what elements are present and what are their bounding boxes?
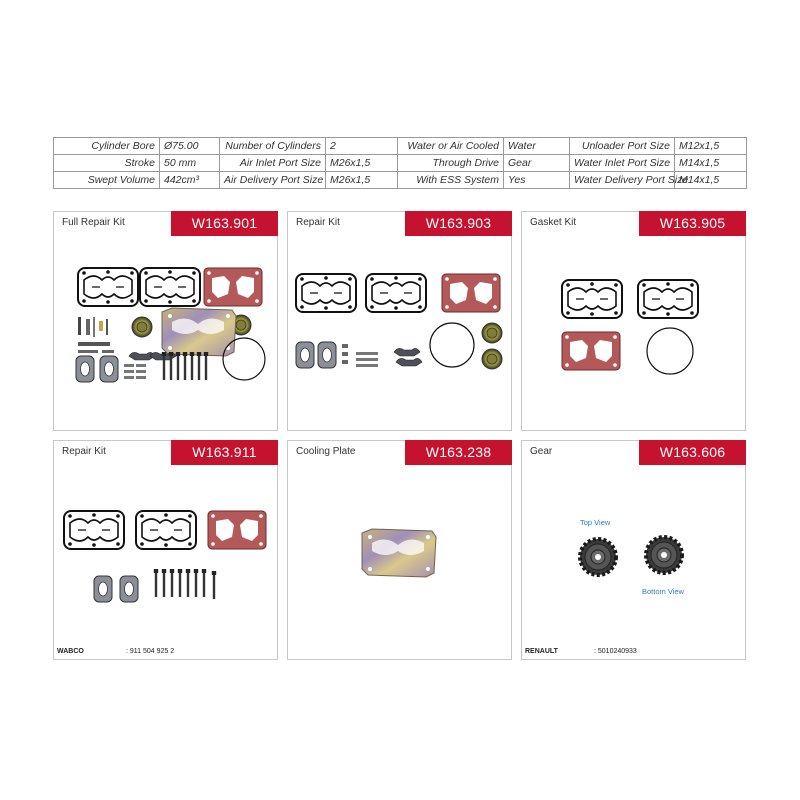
spec-label: Number of Cylinders [220, 138, 326, 155]
product-card-repair-kit-903[interactable] [287, 211, 512, 431]
spec-row [54, 138, 747, 155]
spec-value: Ø75.00 [160, 138, 220, 155]
spec-label: Stroke [54, 155, 160, 172]
spec-value: Yes [504, 172, 570, 189]
card-name: Repair Kit [62, 446, 106, 457]
spec-label: Water Inlet Port Size [570, 155, 675, 172]
spec-label: Through Drive [398, 155, 504, 172]
product-card-cooling-plate[interactable] [287, 440, 512, 660]
spec-label: Swept Volume [54, 172, 160, 189]
brand-label: WABCO [57, 648, 84, 655]
product-card-gear[interactable] [521, 440, 746, 660]
spec-value: M26x1,5 [326, 155, 398, 172]
product-card-gasket-kit[interactable] [521, 211, 746, 431]
card-code: W163.238 [405, 440, 512, 465]
card-code: W163.901 [171, 211, 278, 236]
gear-image [522, 441, 747, 661]
spec-label: Air Delivery Port Size [220, 172, 326, 189]
spec-label: Air Inlet Port Size [220, 155, 326, 172]
card-name: Full Repair Kit [62, 217, 125, 228]
spec-value: M14x1,5 [675, 155, 747, 172]
card-code: W163.905 [639, 211, 746, 236]
spec-table [53, 137, 747, 189]
brand-label: RENAULT [525, 648, 558, 655]
spec-row [54, 172, 747, 189]
spec-label: Water or Air Cooled [398, 138, 504, 155]
card-name: Gasket Kit [530, 217, 577, 228]
spec-label: With ESS System [398, 172, 504, 189]
card-code: W163.903 [405, 211, 512, 236]
spec-label: Water Delivery Port Size [570, 172, 675, 189]
top-view-label: Top View [580, 518, 611, 527]
reference-number: : 5010240933 [594, 648, 637, 655]
spec-value: Gear [504, 155, 570, 172]
repair-kit-911-image [54, 441, 279, 661]
card-code: W163.606 [639, 440, 746, 465]
product-card-repair-kit-911[interactable] [53, 440, 278, 660]
repair-kit-903-image [288, 212, 513, 432]
spec-label: Unloader Port Size [570, 138, 675, 155]
gasket-kit-image [522, 212, 747, 432]
spec-row [54, 155, 747, 172]
spec-value: Water [504, 138, 570, 155]
reference-number: : 911 504 925 2 [126, 648, 175, 655]
cooling-plate-image [288, 441, 513, 661]
card-code: W163.911 [171, 440, 278, 465]
card-name: Repair Kit [296, 217, 340, 228]
card-name: Cooling Plate [296, 446, 356, 457]
card-name: Gear [530, 446, 553, 457]
spec-value: M12x1,5 [675, 138, 747, 155]
spec-value: 2 [326, 138, 398, 155]
bottom-view-label: Bottom View [642, 587, 684, 596]
spec-label: Cylinder Bore [54, 138, 160, 155]
full-repair-kit-image [54, 212, 279, 432]
spec-value: M14x1,5 [675, 172, 747, 189]
product-card-full-repair-kit[interactable] [53, 211, 278, 431]
spec-value: 50 mm [160, 155, 220, 172]
spec-value: M26x1,5 [326, 172, 398, 189]
spec-value: 442cm³ [160, 172, 220, 189]
